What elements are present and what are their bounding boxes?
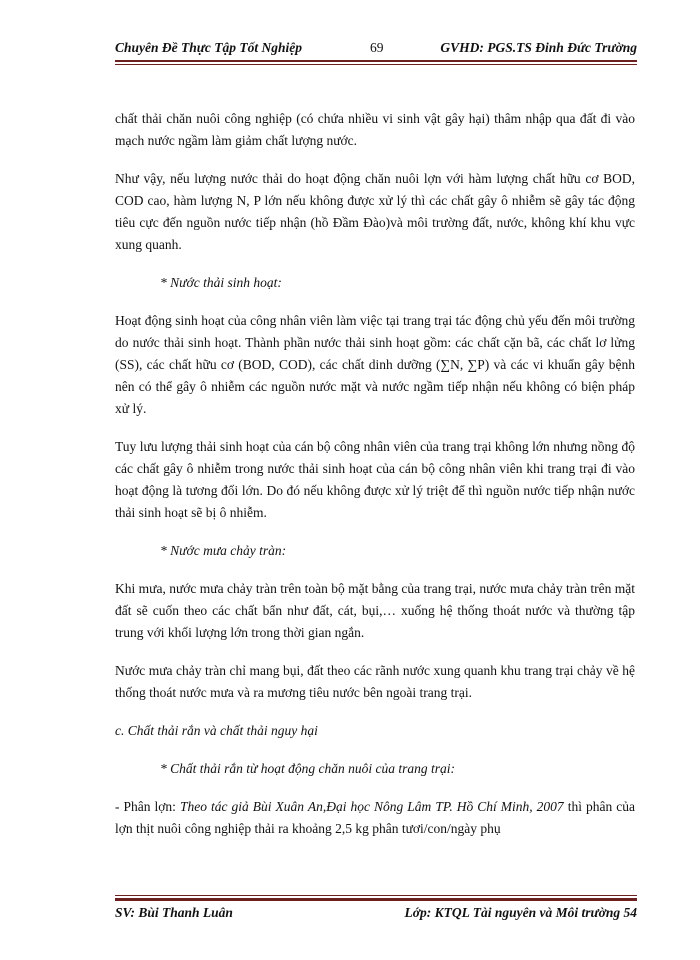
- paragraph: [115, 796, 635, 840]
- paragraph-text: thì phân của lợn thịt nuôi công nghiệp thải ra khoảng 2,5 kg phân tươi/con/ngày phụ: [115, 799, 635, 836]
- page-header: [115, 40, 637, 62]
- header-title: Chuyên Đề Thực Tập Tốt Nghiệp: [115, 40, 302, 55]
- footer-class: Lớp: KTQL Tài nguyên và Môi trường 54: [404, 905, 637, 920]
- paragraph: Như vậy, nếu lượng nước thải do hoạt động chăn nuôi lợn với hàm lượng chất hữu cơ BOD, COD cao, hàm lượng N, P lớn nếu không được xử lý thì các chất gây ô nhiễm sẽ gây tác động tiêu cực đến nguồn nước tiếp nhận (hồ Đầm Đào)và môi trường đất, nước, không khí khu vực xung quanh.: [115, 171, 635, 252]
- header-rule-thick: [115, 60, 637, 62]
- paragraph: Hoạt động sinh hoạt của công nhân viên làm việc tại trang trại tác động chủ yếu đến môi trường do nước thải sinh hoạt. Thành phần nước thải sinh hoạt gồm: các chất cặn bã, các chất lơ lửng (SS), các chất hữu cơ (BOD, COD), các chất dinh dưỡng (∑N, ∑P) và các vi khuẩn gây bệnh nên có thể gây ô nhiễm các nguồn nước mặt và nước ngầm tiếp nhận nếu không có biện pháp xử lý.: [115, 313, 635, 416]
- header-rule-thin: [115, 64, 637, 65]
- footer-rule-thick: [115, 898, 637, 901]
- header-advisor: GVHD: PGS.TS Đinh Đức Trường: [440, 40, 637, 55]
- section-heading: * Chất thải rắn từ hoạt động chăn nuôi của trang trại:: [160, 761, 455, 776]
- section-heading: * Nước thải sinh hoạt:: [160, 275, 282, 290]
- footer-student: SV: Bùi Thanh Luân: [115, 905, 233, 920]
- paragraph: Khi mưa, nước mưa chảy tràn trên toàn bộ mặt bằng của trang trại, nước mưa chảy tràn trên mặt đất sẽ cuốn theo các chất bẩn như đất, cát, bụi,… xuống hệ thống thoát nước và thường tập trung với khối lượng lớn trong thời gian ngắn.: [115, 581, 635, 640]
- section-heading: * Nước mưa chảy tràn:: [160, 543, 287, 558]
- citation: Theo tác giả Bùi Xuân An,Đại học Nông Lâm TP. Hồ Chí Minh, 2007: [179, 799, 564, 814]
- paragraph: Tuy lưu lượng thải sinh hoạt của cán bộ công nhân viên của trang trại không lớn nhưng nồng độ các chất gây ô nhiễm trong nước thải sinh hoạt của cán bộ công nhân viên khi trang trại đi vào hoạt động là tương đối lớn. Do đó nếu không được xử lý triệt để thì nguồn nước tiếp nhận nước thải sinh hoạt sẽ bị ô nhiễm.: [115, 439, 635, 520]
- section-heading: c. Chất thải rắn và chất thải nguy hại: [115, 723, 318, 738]
- paragraph: chất thải chăn nuôi công nghiệp (có chứa nhiều vi sinh vật gây hại) thâm nhập qua đất đi vào mạch nước ngầm làm giảm chất lượng nước.: [115, 111, 635, 148]
- page-number: 69: [370, 40, 384, 55]
- paragraph: Nước mưa chảy tràn chỉ mang bụi, đất theo các rãnh nước xung quanh khu trang trại chảy về hệ thống thoát nước mưa và ra mương tiêu nước bên ngoài trang trại.: [115, 663, 635, 700]
- footer-rule-thin: [115, 895, 637, 896]
- paragraph-prefix: - Phân lợn:: [115, 799, 180, 814]
- page-body: [115, 108, 635, 856]
